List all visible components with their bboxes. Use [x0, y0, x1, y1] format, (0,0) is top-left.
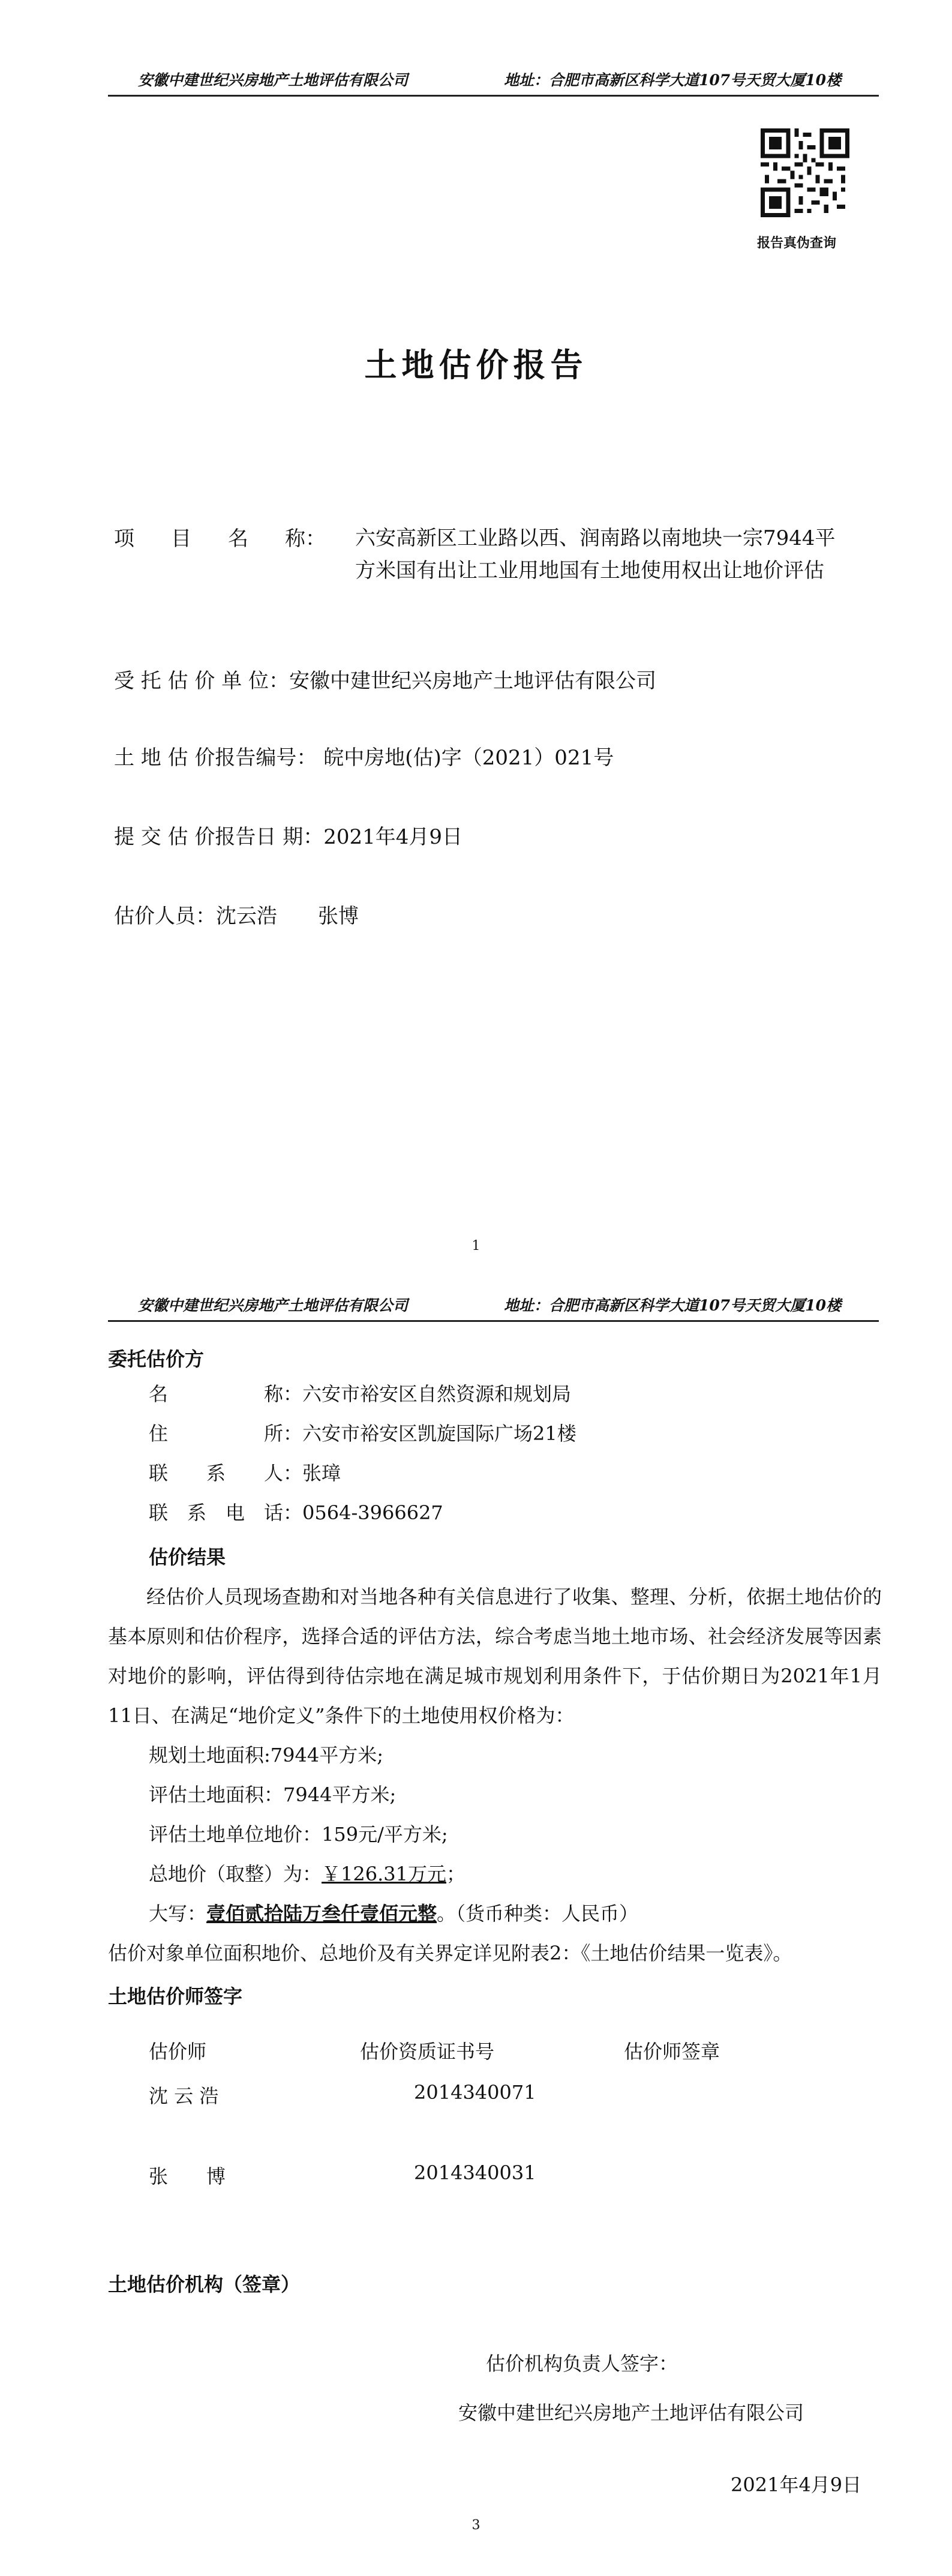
- signature-col-cert: 估价资质证书号: [360, 2040, 495, 2063]
- valuers-label: 估价人员：: [114, 904, 216, 928]
- valuer-cert: 2014340031: [414, 2161, 536, 2184]
- agency-section-heading: 土地估价机构（签章）: [108, 2273, 301, 2296]
- project-label: [114, 522, 354, 551]
- page-header: [108, 1291, 879, 1322]
- qr-caption: 报告真伪查询: [757, 235, 837, 251]
- client-info-value: 张璋: [302, 1462, 341, 1485]
- planned-area: 规划土地面积:7944平方米;: [149, 1744, 384, 1767]
- total-price-value: ￥126.31万元: [322, 1863, 446, 1885]
- valuers-value: 沈云浩 张博: [216, 904, 359, 928]
- client-info-label: 联 系 电 话：: [149, 1501, 303, 1524]
- total-price-caps: [149, 1894, 638, 1933]
- client-info-row: [149, 1374, 576, 1414]
- client-section-heading: 委托估价方: [108, 1348, 205, 1371]
- client-info-row: [149, 1414, 576, 1453]
- client-unit-field: [114, 665, 656, 697]
- signature-col-valuer: 估价师: [149, 2040, 207, 2063]
- caps-label: 大写：: [149, 1902, 207, 1925]
- result-list: [149, 1735, 638, 1933]
- client-info-label: 名 称：: [149, 1383, 303, 1405]
- report-date-label: 提 交 估 价报告日 期：: [114, 825, 324, 849]
- page-number: 3: [472, 2518, 480, 2533]
- project-label-char: 项: [114, 527, 134, 551]
- valuer-name: 沈 云 浩: [149, 2085, 219, 2107]
- project-name: 六安高新区工业路以西、润南路以南地块一宗7944平方米国有出让工业用地国有土地使用权出让地价评估: [355, 526, 836, 583]
- report-date-field: [114, 821, 463, 853]
- total-price-label: 总地价（取整）为：: [149, 1863, 322, 1885]
- client-info-value: 0564-3966627: [302, 1501, 443, 1524]
- project-label-char: 目: [171, 527, 191, 551]
- assessed-area: 评估土地面积：7944平方米;: [149, 1783, 397, 1806]
- client-info-label: 联 系 人：: [149, 1462, 303, 1485]
- signature-section-heading: 土地估价师签字: [108, 1985, 243, 2008]
- total-price: [149, 1854, 638, 1894]
- report-number-value: 皖中房地(估)字（2021）021号: [323, 746, 614, 770]
- page-number: 1: [472, 1238, 480, 1253]
- result-paragraph: 经估价人员现场查勘和对当地各种有关信息进行了收集、整理、分析，依据土地估价的基本原则和估价程序，选择合适的评估方法，综合考虑当地土地市场、社会经济发展等因素对地价的影响，评估得到待估宗地在满足城市规划利用条件下，于估价期日为2021年1月11日、在满足“地价定义”条件下的土地使用权价格为：: [108, 1585, 882, 1727]
- client-info-value: 六安市裕安区凯旋国际广场21楼: [302, 1422, 576, 1445]
- report-date-value: 2021年4月9日: [323, 825, 463, 849]
- caps-value: 壹佰贰拾陆万叁仟壹佰元整: [206, 1902, 437, 1925]
- agency-date: 2021年4月9日: [731, 2473, 862, 2496]
- project-label-char: 称：: [285, 527, 326, 551]
- report-number-field: [114, 742, 614, 774]
- client-info-row: [149, 1453, 576, 1493]
- client-info-label: 住 所：: [149, 1422, 303, 1445]
- unit-price: 评估土地单位地价：159元/平方米;: [149, 1823, 448, 1846]
- header-company: 安徽中建世纪兴房地产土地评估有限公司: [138, 71, 409, 89]
- page-header: [108, 66, 879, 97]
- report-number-label: 土 地 估 价报告编号：: [114, 746, 317, 770]
- valuer-name: 张 博: [149, 2165, 226, 2188]
- project-label-char: 名: [228, 527, 248, 551]
- agency-name: 安徽中建世纪兴房地产土地评估有限公司: [458, 2401, 804, 2424]
- valuers-field: [114, 900, 359, 932]
- principal-signature-label: 估价机构负责人签字：: [486, 2352, 678, 2375]
- client-info-list: [149, 1374, 576, 1533]
- caps-suffix: 。（货币种类：人民币）: [437, 1902, 639, 1925]
- header-address: 地址：合肥市高新区科学大道107号天贸大厦10楼: [504, 71, 841, 89]
- signature-col-seal: 估价师签章: [624, 2040, 720, 2063]
- header-address: 地址：合肥市高新区科学大道107号天贸大厦10楼: [504, 1297, 841, 1314]
- valuer-cert: 2014340071: [414, 2081, 536, 2104]
- report-title: 土地估价报告: [364, 346, 588, 384]
- report-summary-page: [0, 1290, 952, 2576]
- total-price-suffix: ；: [446, 1863, 466, 1885]
- client-unit-label: 受 托 估 价 单 位：: [114, 669, 290, 693]
- result-section-heading: 估价结果: [149, 1546, 226, 1569]
- qr-code-icon[interactable]: [761, 128, 849, 217]
- client-unit-value: 安徽中建世纪兴房地产土地评估有限公司: [289, 669, 657, 693]
- client-info-row: [149, 1493, 576, 1533]
- result-note: 估价对象单位面积地价、总地价及有关界定详见附表2：《土地估价结果一览表》。: [108, 1942, 792, 1965]
- header-company: 安徽中建世纪兴房地产土地评估有限公司: [138, 1297, 409, 1314]
- client-info-value: 六安市裕安区自然资源和规划局: [302, 1383, 572, 1405]
